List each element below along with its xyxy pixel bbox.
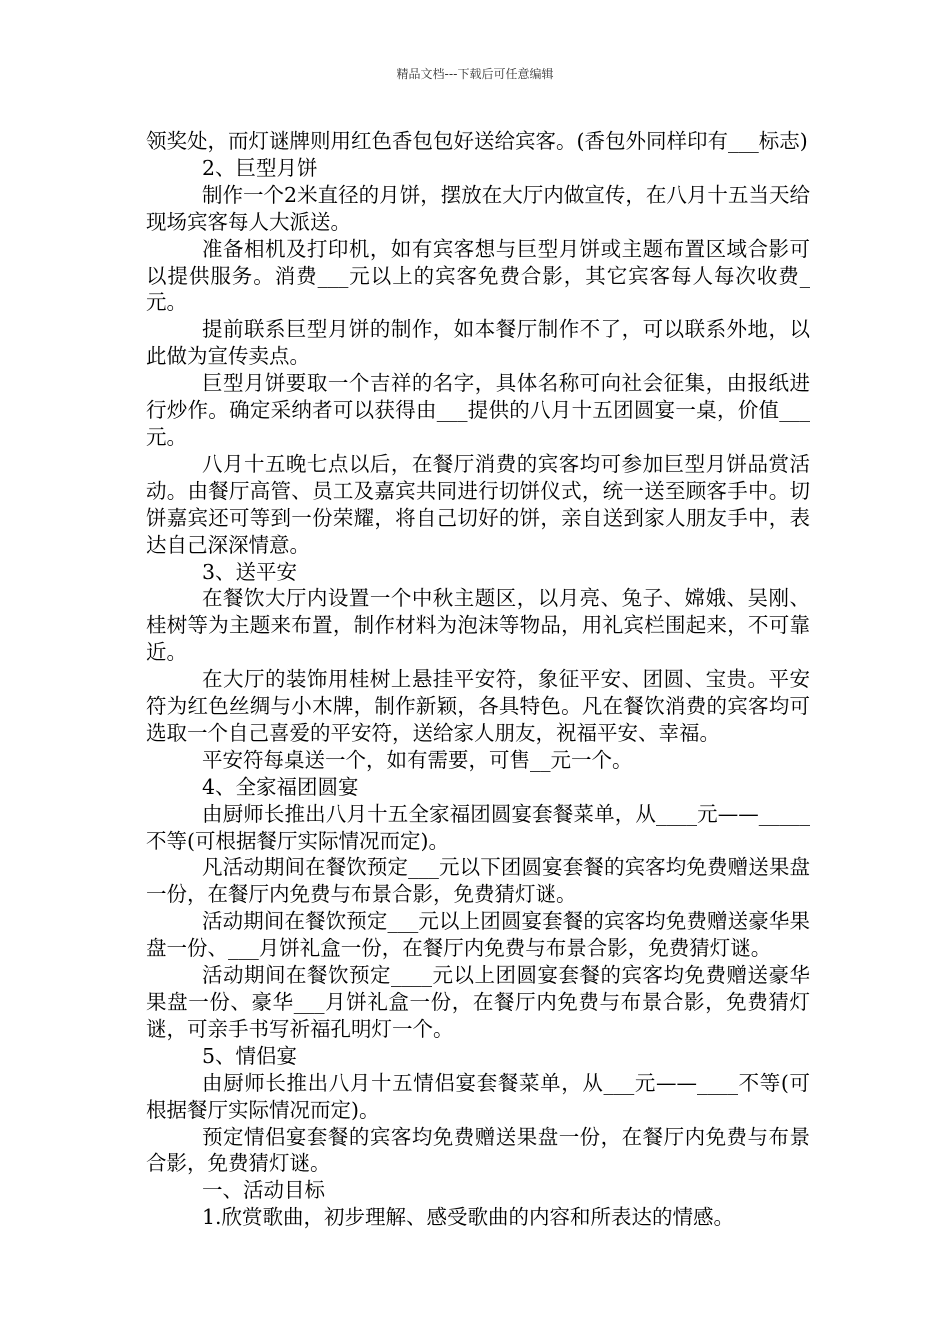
section-heading-peace: 3、送平安 bbox=[202, 559, 298, 584]
paragraph-12: 由厨师长推出八月十五全家福团圆宴套餐菜单，从____元——_____不等(可根据餐厅实际情况而定)。 bbox=[146, 801, 810, 853]
paragraph-10: 平安符每桌送一个，如有需要，可售__元一个。 bbox=[202, 747, 633, 772]
paragraph-4: 提前联系巨型月饼的制作，如本餐厅制作不了，可以联系外地，以此做为宣传卖点。 bbox=[146, 317, 810, 369]
section-heading-giant-mooncake: 2、巨型月饼 bbox=[202, 155, 318, 180]
paragraph-3: 准备相机及打印机，如有宾客想与巨型月饼或主题布置区域合影可以提供服务。消费___元以上的宾客免费合影，其它宾客每人每次收费_元。 bbox=[146, 236, 810, 315]
paragraph-9: 在大厅的装饰用桂树上悬挂平安符，象征平安、团圆、宝贵。平安符为红色丝绸与小木牌，制作新颖，各具特色。凡在餐饮消费的宾客均可选取一个自己喜爱的平安符，送给家人朋友，祝福平安、幸福。 bbox=[146, 667, 810, 745]
paragraph-14: 活动期间在餐饮预定___元以上团圆宴套餐的宾客均免费赠送豪华果盘一份、___月饼礼盒一份，在餐厅内免费与布景合影，免费猜灯谜。 bbox=[146, 909, 810, 961]
page-header: 精品文档---下载后可任意编辑 bbox=[396, 67, 554, 81]
paragraph-6: 八月十五晚七点以后，在餐厅消费的宾客均可参加巨型月饼品赏活动。由餐厅高管、员工及嘉宾共同进行切饼仪式，统一送至顾客手中。切饼嘉宾还可等到一份荣耀，将自己切好的饼，亲自送到家人朋友手中，表达自己深深情意。 bbox=[146, 451, 810, 557]
document-body bbox=[146, 128, 810, 1231]
paragraph-5: 巨型月饼要取一个吉祥的名字，具体名称可向社会征集，由报纸进行炒作。确定采纳者可以获得由___提供的八月十五团圆宴一桌，价值___元。 bbox=[146, 371, 810, 449]
paragraph-17: 由厨师长推出八月十五情侣宴套餐菜单，从___元——____不等(可根据餐厅实际情况而定)。 bbox=[146, 1070, 810, 1122]
paragraph-18: 预定情侣宴套餐的宾客均免费赠送果盘一份，在餐厅内免费与布景合影，免费猜灯谜。 bbox=[146, 1124, 810, 1176]
paragraph-2: 制作一个2米直径的月饼，摆放在大厅内做宣传，在八月十五当天给现场宾客每人大派送。 bbox=[146, 182, 810, 234]
section-heading-family-banquet: 4、全家福团圆宴 bbox=[202, 774, 359, 799]
paragraph-15: 活动期间在餐饮预定____元以上团圆宴套餐的宾客均免费赠送豪华果盘一份、豪华___月饼礼盒一份，在餐厅内免费与布景合影，免费猜灯谜，可亲手书写祈福孔明灯一个。 bbox=[146, 963, 810, 1041]
paragraph-13: 凡活动期间在餐饮预定___元以下团圆宴套餐的宾客均免费赠送果盘一份，在餐厅内免费与布景合影，免费猜灯谜。 bbox=[146, 855, 810, 907]
section-heading-activity-goals: 一、活动目标 bbox=[202, 1178, 325, 1203]
paragraph-0: 领奖处，而灯谜牌则用红色香包包好送给宾客。(香包外同样印有___标志) bbox=[146, 129, 808, 153]
paragraph-20: 1.欣赏歌曲，初步理解、感受歌曲的内容和所表达的情感。 bbox=[202, 1205, 735, 1230]
section-heading-couples-banquet: 5、情侣宴 bbox=[202, 1043, 298, 1068]
paragraph-8: 在餐饮大厅内设置一个中秋主题区，以月亮、兔子、嫦娥、吴刚、桂树等为主题来布置，制作材料为泡沫等物品，用礼宾栏围起来，不可靠近。 bbox=[146, 586, 810, 665]
